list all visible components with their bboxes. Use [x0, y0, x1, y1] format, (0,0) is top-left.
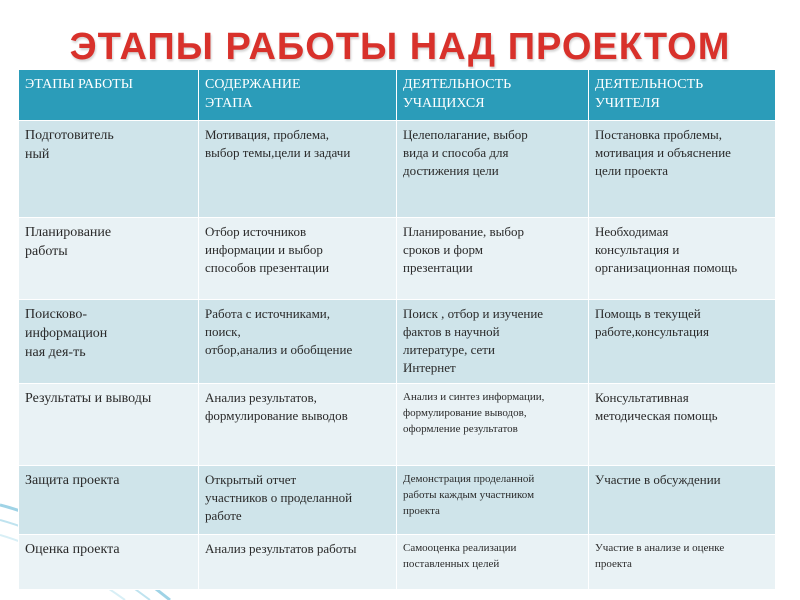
stage-name: Подготовитель ный: [19, 121, 199, 218]
teacher-activity: Необходимая консультация и организационная помощь: [589, 218, 776, 300]
stage-content: Анализ результатов работы: [199, 535, 397, 590]
stage-content: Открытый отчет участников о проделанной работе: [199, 466, 397, 535]
header-teacher-activity: ДЕЯТЕЛЬНОСТЬ УЧИТЕЛЯ: [589, 70, 776, 121]
student-activity: Анализ и синтез информации, формулирование выводов, оформление результатов: [397, 384, 589, 466]
table-header-row: [19, 70, 776, 121]
stage-name: Планирование работы: [19, 218, 199, 300]
stage-name: Результаты и выводы: [19, 384, 199, 466]
page-title: ЭТАПЫ РАБОТЫ НАД ПРОЕКТОМ: [69, 26, 731, 68]
project-stages-table: [18, 69, 776, 590]
teacher-activity: Консультативная методическая помощь: [589, 384, 776, 466]
student-activity: Целеполагание, выбор вида и способа для достижения цели: [397, 121, 589, 218]
stage-name: Поисково- информацион ная дея-ть: [19, 300, 199, 384]
stage-content: Анализ результатов, формулирование выводов: [199, 384, 397, 466]
header-stages: ЭТАПЫ РАБОТЫ: [19, 70, 199, 121]
stage-content: Мотивация, проблема, выбор темы,цели и задачи: [199, 121, 397, 218]
table-row: [19, 466, 776, 535]
header-content: СОДЕРЖАНИЕ ЭТАПА: [199, 70, 397, 121]
table-row: [19, 300, 776, 384]
stage-name: Оценка проекта: [19, 535, 199, 590]
header-student-activity: ДЕЯТЕЛЬНОСТЬ УЧАЩИХСЯ: [397, 70, 589, 121]
teacher-activity: Помощь в текущей работе,консультация: [589, 300, 776, 384]
table-row: [19, 218, 776, 300]
student-activity: Демонстрация проделанной работы каждым участником проекта: [397, 466, 589, 535]
student-activity: Самооценка реализации поставленных целей: [397, 535, 589, 590]
teacher-activity: Постановка проблемы, мотивация и объяснение цели проекта: [589, 121, 776, 218]
stage-content: Отбор источников информации и выбор способов презентации: [199, 218, 397, 300]
stage-content: Работа с источниками, поиск, отбор,анализ и обобщение: [199, 300, 397, 384]
teacher-activity: Участие в обсуждении: [589, 466, 776, 535]
student-activity: Планирование, выбор сроков и форм презентации: [397, 218, 589, 300]
table-row: [19, 535, 776, 590]
stage-name: Защита проекта: [19, 466, 199, 535]
teacher-activity: Участие в анализе и оценке проекта: [589, 535, 776, 590]
student-activity: Поиск , отбор и изучение фактов в научной литературе, сети Интернет: [397, 300, 589, 384]
table-row: [19, 121, 776, 218]
table-row: [19, 384, 776, 466]
